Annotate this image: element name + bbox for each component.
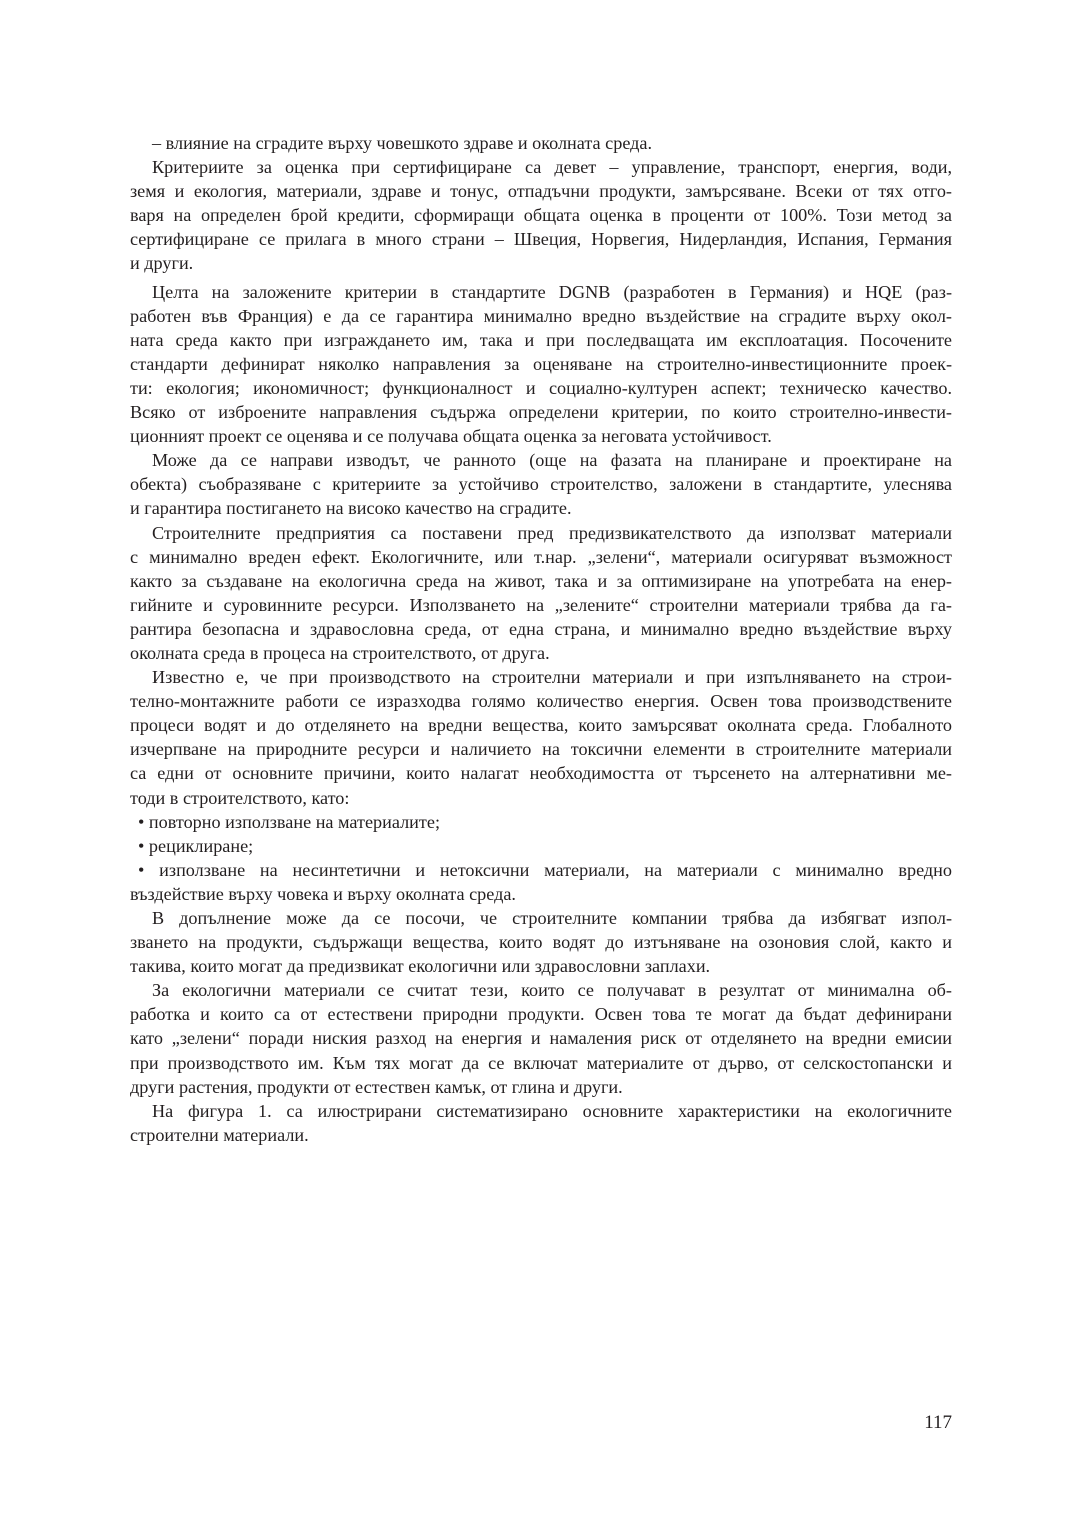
paragraph-dgnb-hqe: [130, 280, 952, 449]
text-line: земя и екология, материали, здраве и тонус, отпадъчни продукти, замърсяване. Всеки от тях отго-: [130, 181, 952, 202]
bullet-item-long: [130, 858, 952, 906]
text-line: като „зелени“ поради ниския разход на енергия и намаления риск от отделянето на вредни емисии: [130, 1028, 952, 1049]
text-line: ната среда както при изграждането им, така и при последващата им експлоатация. Посочените: [130, 329, 952, 350]
text-line: гийните и суровинните ресурси. Използването на „зелените“ строителни материали трябва да га-: [130, 594, 952, 615]
text-line: работка и които са от естествени природни продукти. Освен това те могат да бъдат дефинирани: [130, 1004, 952, 1025]
text-line: сертифициране се прилага в много страни – Швеция, Норвегия, Нидерландия, Испания, Германия: [130, 229, 952, 250]
text-line: обекта) съобразяване с критериите за устойчиво строителство, заложени в стандартите, улеснява: [130, 474, 952, 495]
text-line: процеси водят и до отделянето на вредни вещества, които замърсяват околната среда. Глобалното: [130, 715, 952, 736]
text-line: и други.: [130, 253, 194, 274]
bullet-item: [130, 810, 952, 834]
paragraph-conclusion: [130, 448, 952, 520]
text-line: ти: екология; икономичност; функционалност и социално-културен аспект; техническо качество.: [130, 377, 952, 398]
text-line: В допълнение може да се посочи, че строителните компании трябва да избягват изпол-: [152, 908, 952, 928]
text-line: околната среда в процеса на строителството, от друга.: [130, 642, 550, 663]
page-number: 117: [924, 1412, 952, 1433]
text-line: Критериите за оценка при сертифициране са девет – управление, транспорт, енергия, води,: [152, 157, 952, 178]
bullet-icon: •: [138, 835, 145, 856]
paragraph-energy: [130, 665, 952, 810]
paragraph-eco-materials: [130, 978, 952, 1098]
text-line: работен във Франция) е да се гарантира минимално вредно въздействие на сградите върху окол-: [130, 305, 952, 326]
bullet-text: повторно използване на материалите;: [148, 811, 440, 832]
page-body: [130, 131, 952, 1147]
text-line: зването на продукти, съдържащи вещества, които водят до изтъняване на озоновия слой, както и: [130, 932, 952, 953]
text-line: изчерпване на природните ресурси и наличието на токсични елементи в строителните материали: [130, 739, 952, 760]
text-line: с минимално вреден ефект. Екологичните, или т.нар. „зелени“, материали осигуряват възможност: [130, 546, 952, 567]
text-line: Всяко от изброените направления съдържа определени критерии, по които строително-инвести-: [130, 402, 952, 423]
text-line: както за създаване на екологична среда на живот, така и за оптимизиране на употребата на енер-: [130, 570, 952, 591]
text-line: и гарантира постигането на високо качество на сградите.: [130, 498, 572, 519]
paragraph-green-materials: [130, 521, 952, 666]
text-line: тоди в строителството, като:: [130, 787, 350, 808]
paragraph-intro-dash: [130, 131, 952, 155]
text-line: • използване на несинтетични и нетоксични материали, на материали с минимално вредно: [138, 859, 952, 880]
text-line: телно-монтажните работи се изразходва голямо количество енергия. Освен това производствените: [130, 691, 952, 712]
bullet-text: рециклиране;: [148, 835, 254, 856]
text-line: Строителните предприятия са поставени пред предизвикателството да използват материали: [152, 522, 952, 543]
paragraph-ozone: [130, 906, 952, 978]
text-line: На фигура 1. са илюстрирани систематизирано основните характеристики на екологичните: [152, 1100, 952, 1121]
text-line: стандарти дефинират няколко направления за оценяване на строително-инвестиционните проек-: [130, 353, 952, 374]
text-line: такива, които могат да предизвикат екологични или здравословни заплахи.: [130, 956, 711, 977]
text-line: Целта на заложените критерии в стандартите DGNB (разработен в Германия) и HQE (раз-: [152, 281, 952, 302]
text-line: Може да се направи изводът, че ранното (още на фазата на планиране и проектиране на: [152, 450, 952, 471]
text-line: ционният проект се оценява и се получава общата оценка за неговата устойчивост.: [130, 426, 772, 447]
bullet-item: [130, 834, 952, 858]
paragraph-figure-ref: [130, 1099, 952, 1147]
text-line: варя на определен брой кредити, сформиращи общата оценка в проценти от 100%. Този метод за: [130, 205, 952, 226]
text-line: други растения, продукти от естествен камък, от глина и други.: [130, 1076, 623, 1097]
paragraph-criteria: [130, 155, 952, 275]
text-line: Известно е, че при производството на строителни материали и при изпълняването на строи-: [152, 667, 952, 688]
text-line: рантира безопасна и здравословна среда, от една страна, и минимално вредно въздействие върху: [130, 618, 952, 639]
text-line: въздействие върху човека и върху околната среда.: [130, 883, 516, 904]
text-line: при производството им. Към тях могат да се включат материалите от дърво, от селскостопански и: [130, 1052, 952, 1073]
text-line: За екологични материали се считат тези, които се получават в резултат от минимална об-: [152, 980, 952, 1001]
text-line: строителни материали.: [130, 1124, 309, 1145]
bullet-icon: •: [138, 811, 145, 832]
paragraph-text: – влияние на сградите върху човешкото здраве и околната среда.: [152, 133, 653, 153]
text-line: са едни от основните причини, които налагат необходимостта от търсенето на алтернативни ме-: [130, 763, 952, 784]
